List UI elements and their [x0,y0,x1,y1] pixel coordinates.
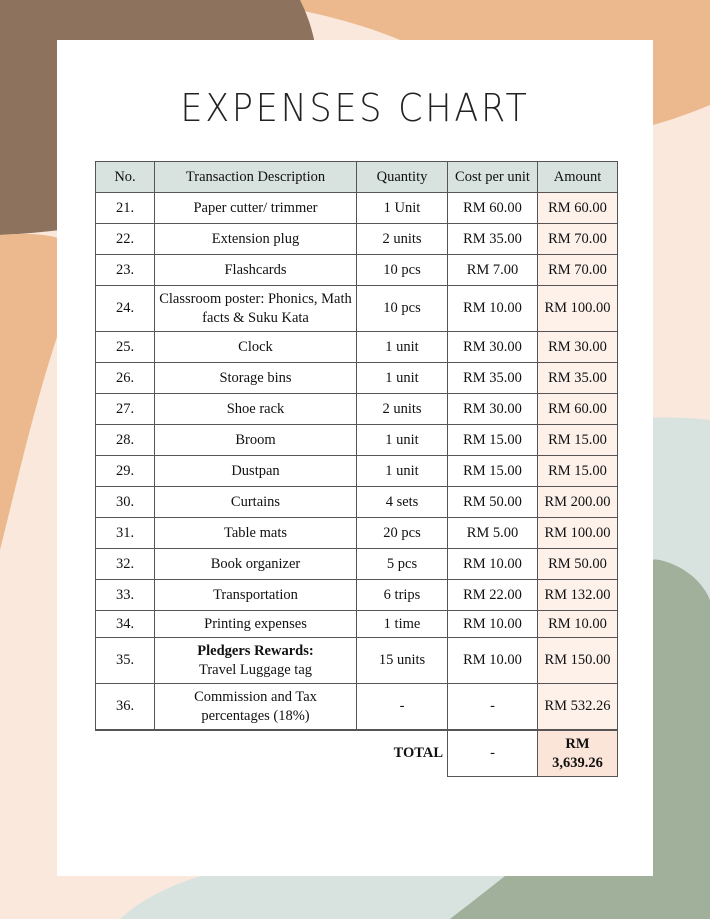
cell-quantity: 10 pcs [357,255,448,286]
cell-no: 33. [96,580,155,611]
header-amount: Amount [538,162,618,193]
cell-description [155,638,357,684]
cell-description: Transportation [155,580,357,611]
table-row [96,363,618,394]
cell-quantity: 10 pcs [357,286,448,332]
cell-cost: RM 10.00 [448,611,538,638]
cell-quantity: 2 units [357,394,448,425]
cell-description: Broom [155,425,357,456]
cell-quantity: 1 unit [357,363,448,394]
cell-description: Curtains [155,487,357,518]
cell-amount: RM 150.00 [538,638,618,684]
cell-quantity: 1 unit [357,425,448,456]
cell-cost: RM 15.00 [448,456,538,487]
cell-description: Commission and Tax percentages (18%) [155,684,357,731]
cell-description-text: Travel Luggage tag [198,661,313,678]
cell-cost: RM 60.00 [448,193,538,224]
cell-cost: RM 22.00 [448,580,538,611]
header-quantity: Quantity [357,162,448,193]
cell-quantity: 15 units [357,638,448,684]
cell-description-heading: Pledgers Rewards: [197,642,314,659]
cell-description: Printing expenses [155,611,357,638]
table-row [96,193,618,224]
cell-quantity: 20 pcs [357,518,448,549]
cell-description: Extension plug [155,224,357,255]
cell-amount: RM 100.00 [538,286,618,332]
cell-amount: RM 15.00 [538,456,618,487]
table-row [96,332,618,363]
cell-cost: RM 5.00 [448,518,538,549]
expenses-table [95,161,618,777]
table-row [96,638,618,684]
cell-amount: RM 60.00 [538,193,618,224]
cell-description: Shoe rack [155,394,357,425]
cell-description: Flashcards [155,255,357,286]
cell-no: 29. [96,456,155,487]
cell-cost: RM 50.00 [448,487,538,518]
cell-quantity: 5 pcs [357,549,448,580]
cell-no: 36. [96,684,155,731]
cell-quantity: 4 sets [357,487,448,518]
table-row [96,456,618,487]
cell-no: 34. [96,611,155,638]
table-row [96,549,618,580]
cell-cost: RM 7.00 [448,255,538,286]
cell-no: 30. [96,487,155,518]
table-row [96,518,618,549]
total-row [96,730,618,777]
cell-description: Dustpan [155,456,357,487]
cell-quantity: 2 units [357,224,448,255]
table-row [96,684,618,731]
cell-amount: RM 60.00 [538,394,618,425]
total-label: TOTAL [357,730,448,777]
cell-quantity: 1 unit [357,456,448,487]
cell-cost: RM 15.00 [448,425,538,456]
cell-description: Clock [155,332,357,363]
cell-cost: RM 30.00 [448,332,538,363]
cell-no: 23. [96,255,155,286]
header-no: No. [96,162,155,193]
cell-amount: RM 532.26 [538,684,618,731]
cell-quantity: 1 time [357,611,448,638]
cell-no: 26. [96,363,155,394]
cell-quantity: 1 unit [357,332,448,363]
header-cost-per-unit: Cost per unit [448,162,538,193]
cell-description: Classroom poster: Phonics, Math facts & Suku Kata [155,286,357,332]
table-row [96,580,618,611]
cell-description: Table mats [155,518,357,549]
page-title: EXPENSES CHART [180,86,530,130]
cell-no: 35. [96,638,155,684]
cell-quantity: 6 trips [357,580,448,611]
cell-no: 24. [96,286,155,332]
cell-amount: RM 200.00 [538,487,618,518]
table-row [96,286,618,332]
cell-amount: RM 70.00 [538,224,618,255]
total-cost: - [448,730,538,777]
cell-cost: RM 35.00 [448,363,538,394]
cell-quantity: 1 Unit [357,193,448,224]
cell-cost: RM 10.00 [448,549,538,580]
cell-no: 31. [96,518,155,549]
cell-amount: RM 132.00 [538,580,618,611]
cell-no: 28. [96,425,155,456]
table-row [96,224,618,255]
cell-no: 25. [96,332,155,363]
cell-cost: RM 35.00 [448,224,538,255]
cell-no: 22. [96,224,155,255]
table-row [96,255,618,286]
cell-amount: RM 70.00 [538,255,618,286]
cell-amount: RM 50.00 [538,549,618,580]
cell-description: Paper cutter/ trimmer [155,193,357,224]
header-description: Transaction Description [155,162,357,193]
cell-no: 32. [96,549,155,580]
total-spacer [155,730,357,777]
cell-description: Book organizer [155,549,357,580]
cell-no: 21. [96,193,155,224]
cell-cost: RM 30.00 [448,394,538,425]
cell-quantity: - [357,684,448,731]
header-row [96,162,618,193]
cell-amount: RM 15.00 [538,425,618,456]
table-row [96,394,618,425]
cell-cost: RM 10.00 [448,638,538,684]
table-row [96,487,618,518]
table-row [96,611,618,638]
cell-description: Storage bins [155,363,357,394]
total-amount: RM 3,639.26 [538,730,618,777]
cell-amount: RM 30.00 [538,332,618,363]
cell-amount: RM 10.00 [538,611,618,638]
cell-amount: RM 35.00 [538,363,618,394]
cell-cost: - [448,684,538,731]
total-spacer [96,730,155,777]
table-row [96,425,618,456]
cell-no: 27. [96,394,155,425]
cell-cost: RM 10.00 [448,286,538,332]
cell-amount: RM 100.00 [538,518,618,549]
